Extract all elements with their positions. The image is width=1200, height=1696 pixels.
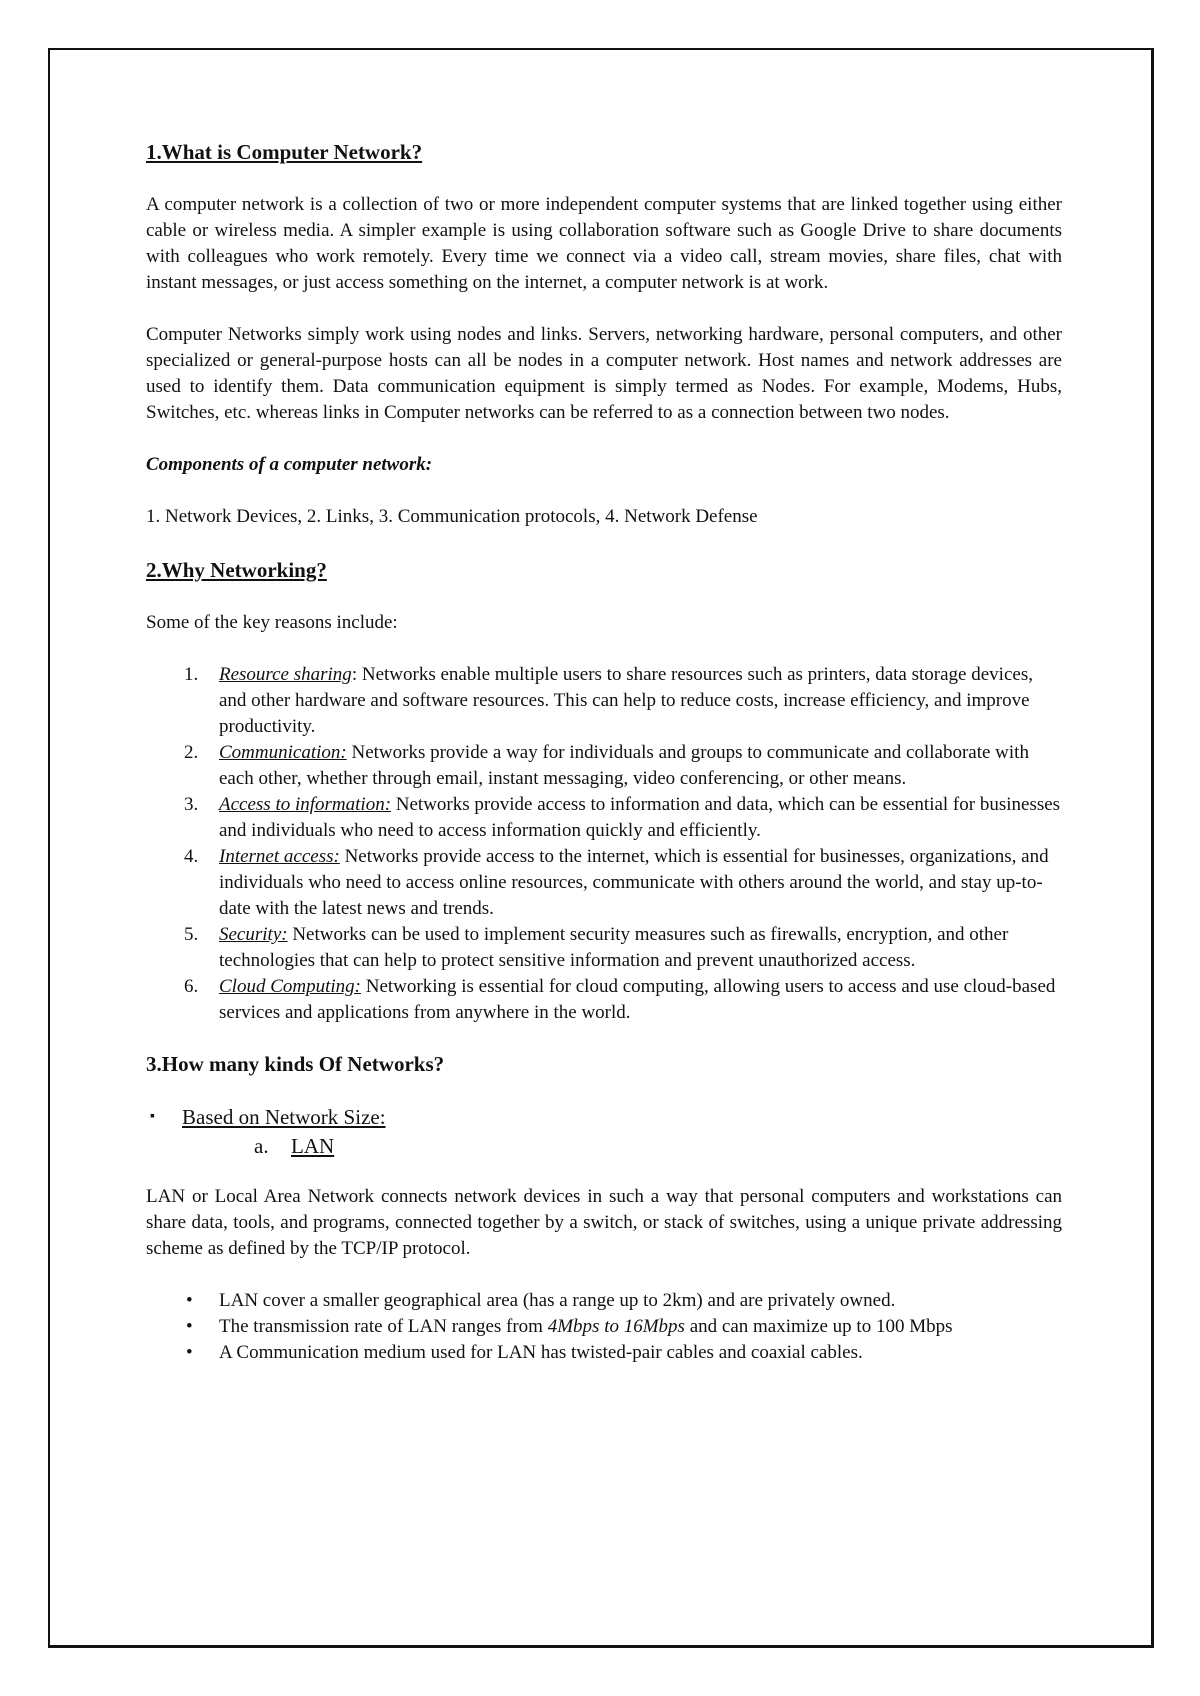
lan-point-text: LAN cover a smaller geographical area (has a range up to 2km) and are privately owned. (219, 1290, 896, 1311)
section2-intro: Some of the key reasons include: (146, 612, 398, 633)
list-item (146, 974, 1062, 1026)
section2-heading: 2.Why Networking? (146, 558, 327, 582)
lan-subitem (146, 1132, 1062, 1160)
list-item (146, 1288, 1062, 1314)
sub-letter: a. (254, 1134, 269, 1158)
lan-point-text: The transmission rate of LAN ranges from (219, 1316, 548, 1337)
reason-text: Networks provide a way for individuals and groups to communicate and collaborate with each other, whether through email, instant messaging, video conferencing, or other means. (219, 742, 1029, 789)
section3-heading: 3.How many kinds Of Networks? (146, 1052, 445, 1076)
bullet-icon: • (186, 1342, 193, 1363)
reason-term: Security: (219, 924, 288, 945)
section1-paragraph-2: Computer Networks simply work using nodes and links. Servers, networking hardware, personal computers, and other specialized or general-purpose hosts can all be nodes in a computer network. Host names and network addresses are used to identify them. Data communication equipment is simply termed as Nodes. For example, Modems, Hubs, Switches, etc. whereas links in Computer networks can be referred to as a connection between two nodes. (146, 324, 1062, 423)
reason-term: Cloud Computing: (219, 976, 361, 997)
reason-text: Networking is essential for cloud computing, allowing users to access and use cloud-based services and applications from anywhere in the world. (219, 976, 1056, 1023)
list-item (146, 792, 1062, 844)
list-item (146, 662, 1062, 740)
list-number: 5. (184, 924, 199, 945)
bullet-icon: • (186, 1316, 193, 1337)
list-number: 6. (184, 976, 199, 997)
reason-text: Networks enable multiple users to share resources such as printers, data storage devices, and other hardware and software resources. This can help to reduce costs, increase efficiency, and improve productivity. (219, 664, 1033, 737)
lan-point-text: and can maximize up to 100 Mbps (684, 1316, 953, 1337)
reason-text: Networks can be used to implement security measures such as firewalls, encryption, and other technologies that can help to protect sensitive information and prevent unauthorized access. (219, 924, 1009, 971)
list-item (146, 1314, 1062, 1340)
lan-paragraph: LAN or Local Area Network connects network devices in such a way that personal computers and workstations can share data, tools, and programs, connected together by a switch, or stack of switches, using a unique private addressing scheme as defined by the TCP/IP protocol. (146, 1186, 1062, 1259)
reason-separator: : (351, 664, 362, 685)
bullet-icon: • (186, 1290, 193, 1311)
reason-term: Communication: (219, 742, 347, 763)
reason-term: Internet access: (219, 846, 340, 867)
list-number: 2. (184, 742, 199, 763)
reason-term: Access to information: (219, 794, 392, 815)
reasons-list (146, 662, 1062, 1026)
list-item (146, 922, 1062, 974)
list-item (146, 844, 1062, 922)
list-item (146, 1340, 1062, 1366)
network-size-label: Based on Network Size: (182, 1105, 386, 1129)
list-number: 1. (184, 664, 199, 685)
list-item (146, 740, 1062, 792)
lan-rate-emphasis: 4Mbps to 16Mbps (547, 1316, 685, 1337)
reason-term: Resource sharing (219, 664, 352, 685)
network-size-item (146, 1102, 1062, 1132)
document-body (146, 138, 1062, 1366)
lan-point-text: A Communication medium used for LAN has twisted-pair cables and coaxial cables. (219, 1342, 863, 1363)
list-number: 4. (184, 846, 199, 867)
components-list: 1. Network Devices, 2. Links, 3. Communication protocols, 4. Network Defense (146, 506, 758, 527)
list-number: 3. (184, 794, 199, 815)
reason-text: Networks provide access to the internet, which is essential for businesses, organizations, and individuals who need to access online resources, communicate with others around the world, and stay up-to-date with the latest news and trends. (219, 846, 1049, 919)
lan-points-list (146, 1288, 1062, 1366)
section1-heading: 1.What is Computer Network? (146, 140, 423, 164)
lan-label: LAN (291, 1134, 335, 1158)
section1-paragraph-1: A computer network is a collection of two or more independent computer systems that are linked together using either cable or wireless media. A simpler example is using collaboration software such as Google Drive to share documents with colleagues who work remotely. Every time we connect via a video call, stream movies, share files, chat with instant messages, or just access something on the internet, a computer network is at work. (146, 194, 1062, 293)
square-bullet-icon: ▪ (150, 1109, 155, 1124)
reason-text: Networks provide access to information and data, which can be essential for businesses and individuals who need to access information quickly and efficiently. (219, 794, 1061, 841)
components-heading: Components of a computer network: (146, 454, 433, 475)
